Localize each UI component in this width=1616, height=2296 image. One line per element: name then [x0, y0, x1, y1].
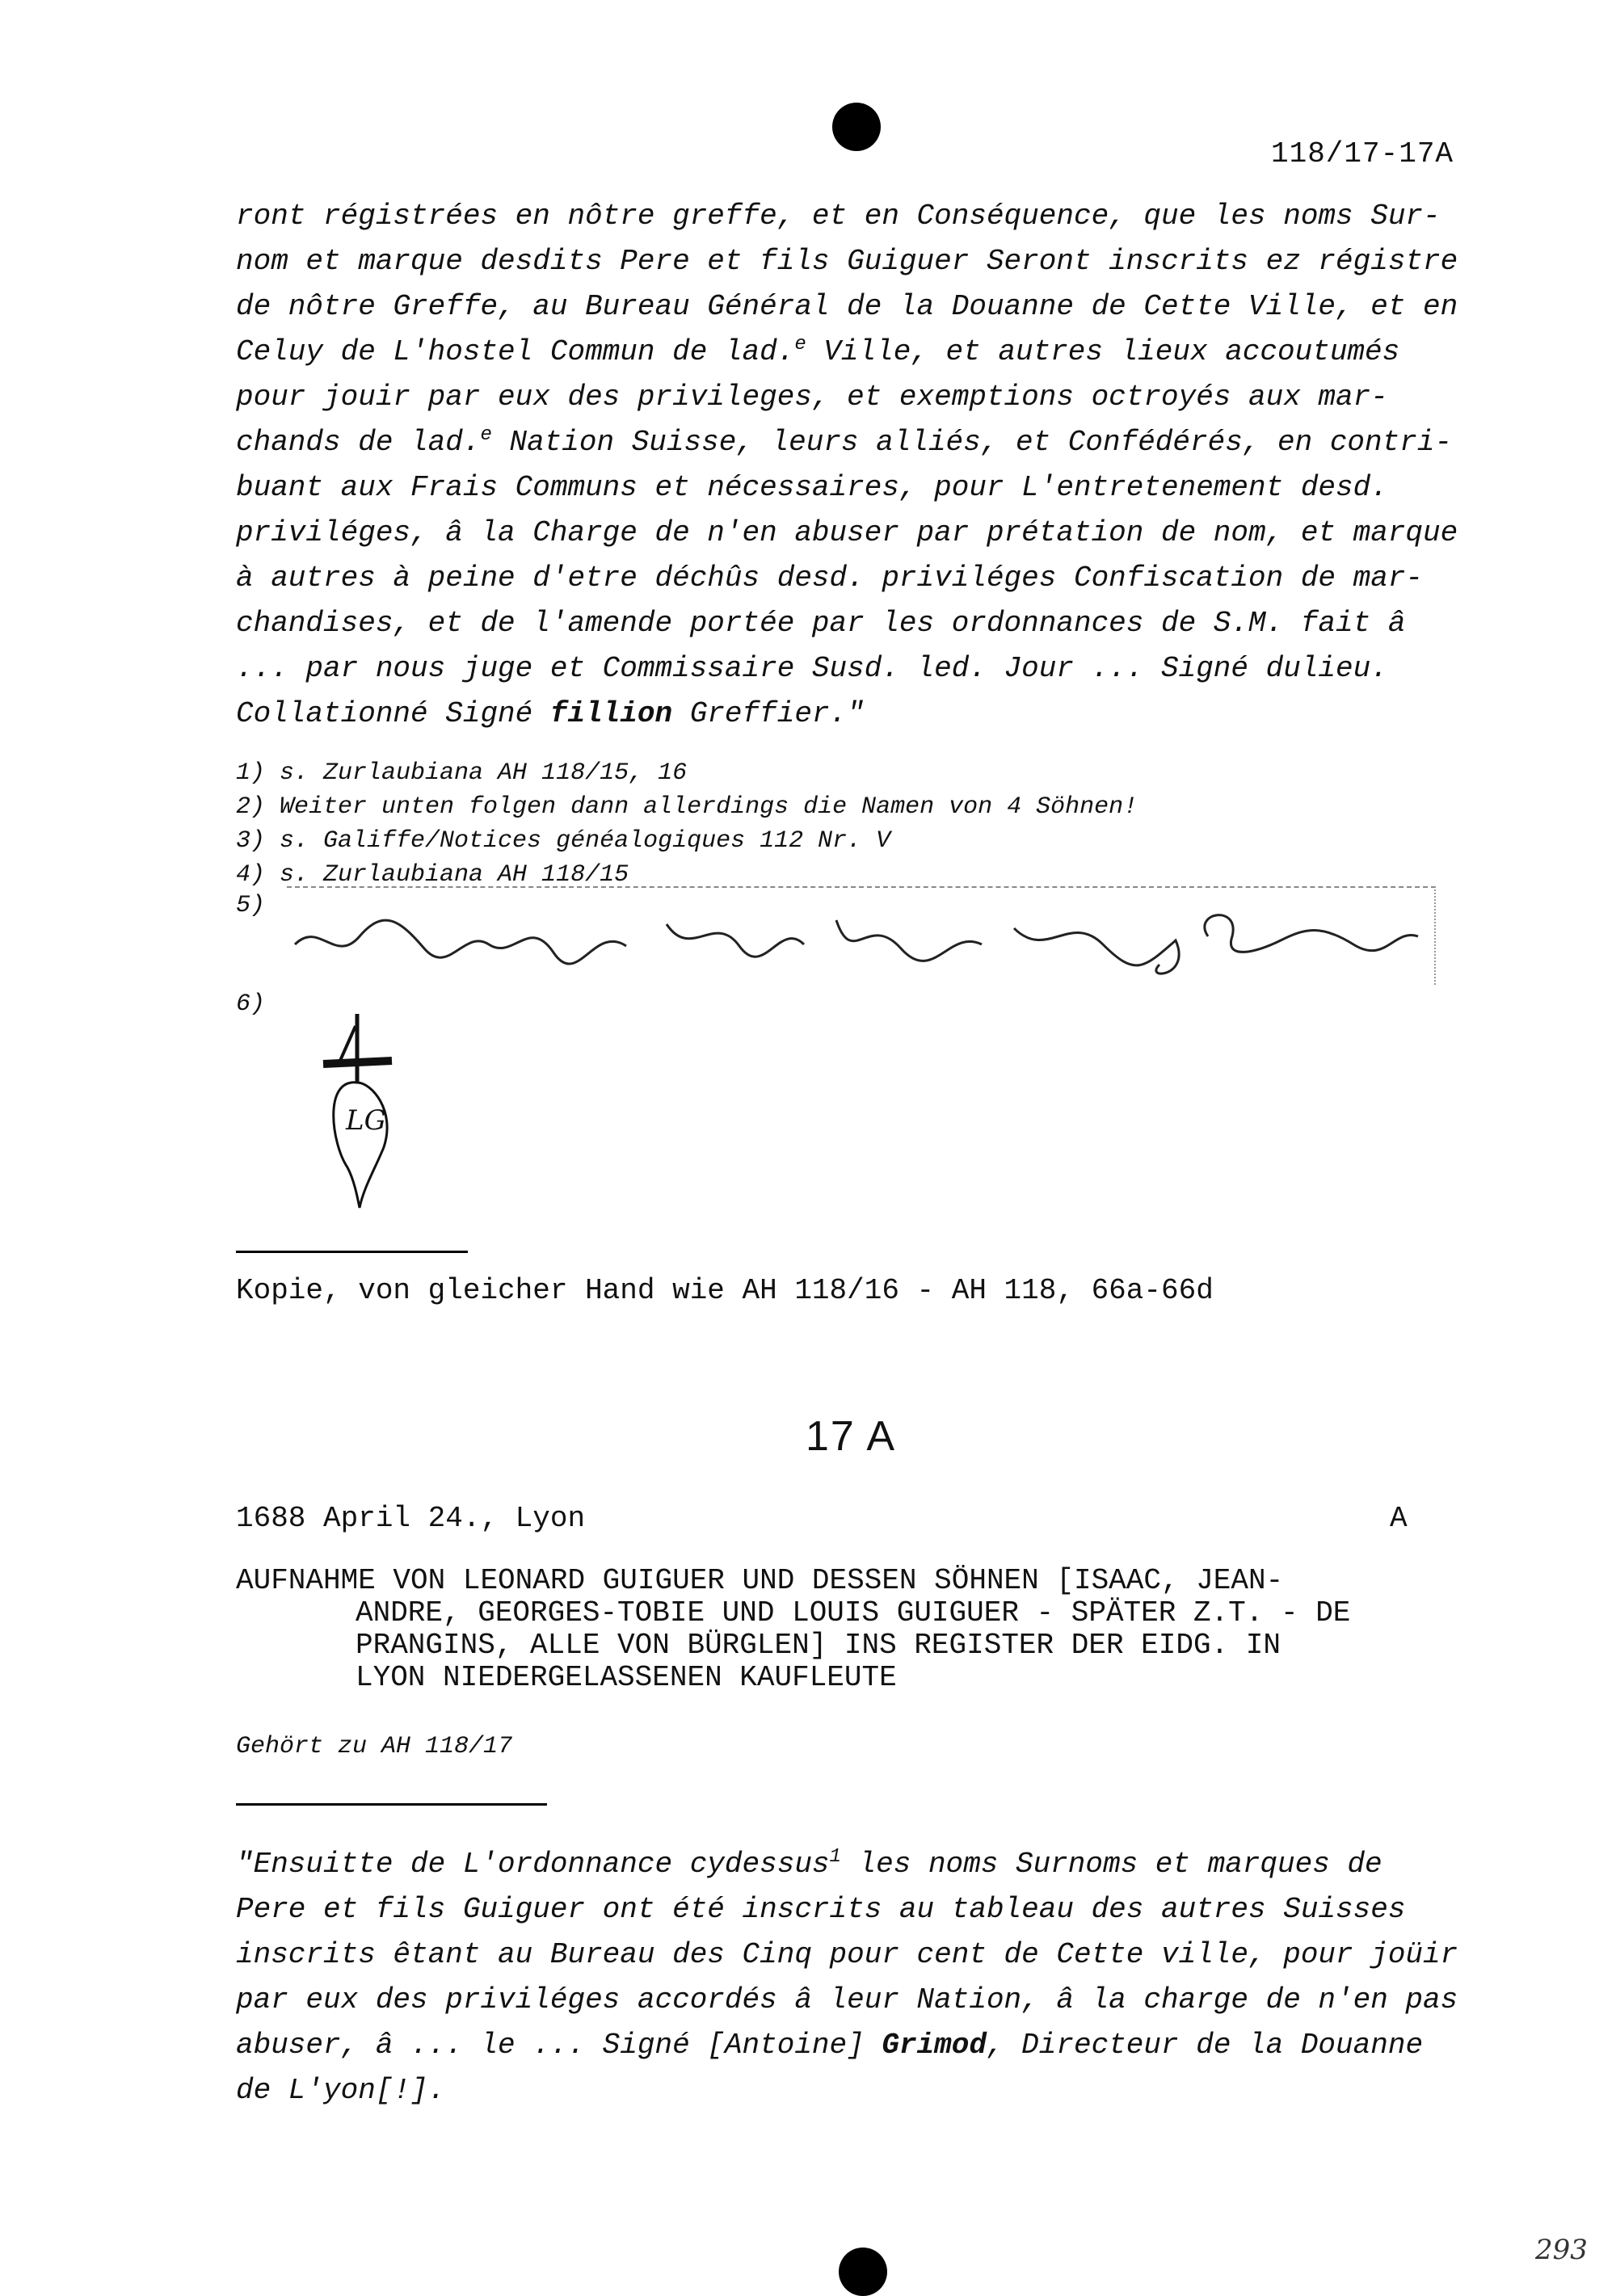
title-line-3: PRANGINS, ALLE VON BÜRGLEN] INS REGISTER DER EIDG. IN: [356, 1629, 1281, 1662]
footnote: 1) s. Zurlaubiana AH 118/15, 16: [236, 759, 688, 787]
text-line: chandises, et de l'amende portée par les ordonnances de S.M. fait â: [236, 607, 1406, 640]
text-line: abuser, â ... le ... Signé [Antoine] Grimod, Directeur de la Douanne: [236, 2029, 1424, 2062]
footnote: 5): [236, 892, 266, 919]
document-category: A: [1390, 1502, 1408, 1535]
text-line: ... par nous juge et Commissaire Susd. led. Jour ... Signé dulieu.: [236, 652, 1388, 685]
text-line: chands de lad.$^e$ Nation Suisse, leurs alliés, et Confédérés, en contri-: [236, 424, 1453, 459]
text-line: buant aux Frais Communs et nécessaires, pour L'entretenement desd.: [236, 471, 1388, 504]
text-line: priviléges, â la Charge de n'en abuser par prétation de nom, et marque: [236, 516, 1458, 549]
footnote: 4) s. Zurlaubiana AH 118/15: [236, 861, 629, 889]
mark-initials: LG: [346, 1104, 386, 1137]
text-line: inscrits êtant au Bureau des Cinq pour cent de Cette ville, pour joüir: [236, 1938, 1458, 1971]
text-line: pour jouir par eux des privileges, et exemptions octroyés aux mar-: [236, 381, 1388, 414]
text-line: Collationné Signé fillion Greffier.": [236, 697, 865, 730]
divider: [236, 1803, 547, 1806]
divider: [236, 1251, 468, 1253]
footnote: 3) s. Galiffe/Notices généalogiques 112 Nr. V: [236, 827, 891, 855]
text-line: Pere et fils Guiguer ont été inscrits au tableau des autres Suisses: [236, 1893, 1406, 1926]
merchant-mark: [307, 1006, 469, 1224]
superscript: e: [794, 334, 806, 355]
superscript: e: [480, 424, 492, 446]
footnote: 6): [236, 990, 266, 1018]
merchant-mark-drawing: [307, 1006, 469, 1224]
text-line: de L'yon[!].: [236, 2074, 446, 2107]
title-line-1: AUFNAHME VON LEONARD GUIGUER UND DESSEN SÖHNEN [ISAAC, JEAN-: [236, 1564, 1284, 1597]
text-line: ront régistrées en nôtre greffe, et en Conséquence, que les noms Sur-: [236, 200, 1441, 233]
title-line-2: ANDRE, GEORGES-TOBIE UND LOUIS GUIGUER - SPÄTER Z.T. - DE: [356, 1596, 1351, 1629]
punch-hole-bottom: [839, 2248, 887, 2296]
date-place: 1688 April 24., Lyon: [236, 1502, 586, 1535]
text-line: par eux des priviléges accordés â leur Nation, â la charge de n'en pas: [236, 1983, 1458, 2016]
page-stamp: 293: [1535, 2234, 1588, 2266]
text-line: "Ensuitte de L'ordonnance cydessus$^1$ les noms Surnoms et marques de: [236, 1846, 1382, 1881]
footnotes: [236, 756, 1138, 892]
punch-hole-top: [832, 103, 881, 151]
bold-name: Grimod: [882, 2029, 987, 2062]
bold-name: fillion: [549, 697, 673, 730]
title-line-4: LYON NIEDERGELASSENEN KAUFLEUTE: [356, 1661, 897, 1694]
quote-paragraph: [236, 1842, 1458, 2113]
signature-clipping: [287, 886, 1436, 985]
text-line: à autres à peine d'etre déchûs desd. priviléges Confiscation de mar-: [236, 561, 1424, 595]
text-line: Celuy de L'hostel Commun de lad.$^e$ Ville, et autres lieux accoutumés: [236, 334, 1400, 368]
belongs-to-note: Gehört zu AH 118/17: [236, 1733, 513, 1760]
text-line: nom et marque desdits Pere et fils Guiguer Seront inscrits ez régistre: [236, 245, 1458, 278]
footnote: 2) Weiter unten folgen dann allerdings die Namen von 4 Söhnen!: [236, 793, 1138, 821]
footnote-marker: 1: [829, 1846, 841, 1868]
copy-note: Kopie, von gleicher Hand wie AH 118/16 - AH 118, 66a-66d: [236, 1274, 1214, 1307]
continuation-paragraph: [236, 194, 1458, 737]
page-reference: 118/17-17A: [1271, 137, 1454, 170]
section-number: 17 A: [806, 1413, 897, 1460]
handwritten-signature: [287, 888, 1434, 985]
text-line: de nôtre Greffe, au Bureau Général de la Douanne de Cette Ville, et en: [236, 290, 1458, 323]
